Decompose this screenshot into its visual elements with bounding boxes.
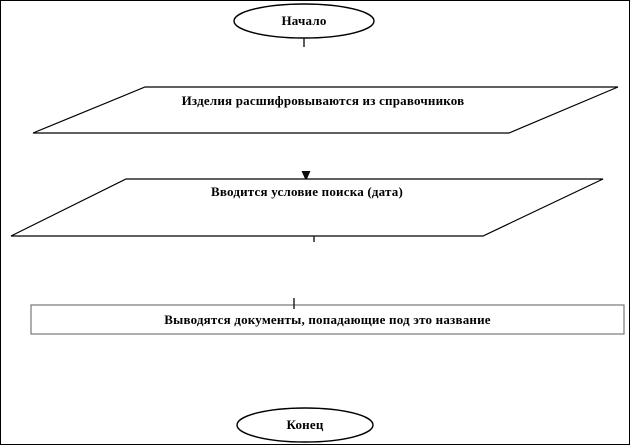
io2-node-label: Вводится условие поиска (дата) — [211, 184, 403, 199]
io1-node-label: Изделия расшифровываются из справочников — [181, 93, 465, 108]
start-node-label: Начало — [281, 13, 327, 28]
end-node-label: Конец — [286, 417, 324, 432]
process-node-label: Выводятся документы, попадающие под это название — [164, 312, 491, 327]
flowchart-shapes — [1, 1, 630, 445]
